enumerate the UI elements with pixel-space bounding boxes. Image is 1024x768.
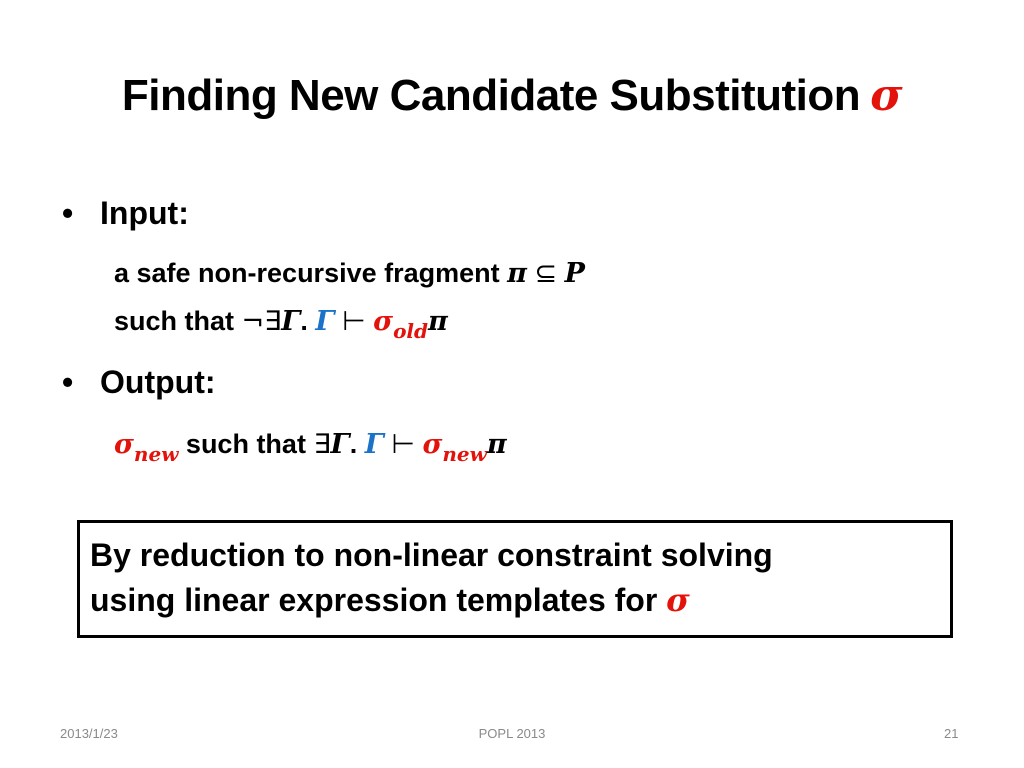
- dot-symbol: .: [349, 429, 358, 459]
- pi-symbol: π: [428, 306, 448, 337]
- subseteq-symbol: ⊆: [534, 258, 558, 289]
- exists-symbol: ∃: [313, 429, 331, 460]
- input-line1-text: a safe non-recursive fragment: [114, 258, 500, 288]
- sigma-new-base-2: σ: [422, 429, 443, 460]
- summary-box: [77, 520, 953, 638]
- footer-venue: POPL 2013: [478, 726, 546, 741]
- input-detail-line-1: [114, 255, 585, 292]
- summary-sigma-symbol: σ: [666, 581, 690, 619]
- summary-line-2: [90, 578, 950, 623]
- sigma-old-base: σ: [373, 306, 394, 337]
- pi-symbol: π: [486, 429, 507, 460]
- gamma-blue-symbol: Γ: [364, 429, 384, 460]
- output-detail-line: [114, 426, 507, 466]
- summary-line-1: By reduction to non-linear constraint solving: [90, 537, 773, 573]
- summary-line-2-text: using linear expression templates for: [90, 582, 658, 618]
- title-sigma-symbol: σ: [870, 70, 903, 121]
- gamma-symbol: Γ: [330, 429, 350, 460]
- footer-date: 2013/1/23: [60, 726, 118, 741]
- sigma-new-base: σ: [114, 429, 134, 460]
- bullet-dot-icon: •: [62, 195, 74, 231]
- gamma-blue-symbol: Γ: [315, 306, 335, 337]
- sigma-old-symbol: [373, 306, 428, 343]
- bullet-input: [62, 193, 189, 233]
- input-detail-line-2: [114, 303, 448, 343]
- program-P-symbol: P: [564, 258, 585, 289]
- sigma-new-subscript: new: [133, 442, 179, 466]
- sigma-new-symbol-2: [422, 429, 487, 466]
- sigma-new-subscript-2: new: [442, 442, 487, 466]
- not-exists-symbol: ¬∃: [241, 306, 282, 337]
- sigma-old-subscript: old: [393, 319, 428, 343]
- turnstile-symbol: ⊢: [391, 429, 415, 460]
- input-line2-text: such that: [114, 306, 235, 336]
- output-text: such that: [185, 429, 306, 459]
- bullet-output: [62, 362, 216, 402]
- sigma-new-symbol: [114, 429, 179, 466]
- pi-symbol: π: [507, 258, 527, 289]
- turnstile-symbol: ⊢: [342, 306, 366, 337]
- dot-symbol: .: [300, 306, 308, 336]
- slide-title: [0, 64, 1024, 128]
- output-heading: Output:: [100, 364, 216, 400]
- footer-page-number: 21: [944, 726, 959, 741]
- bullet-dot-icon: •: [62, 364, 74, 400]
- input-heading: Input:: [100, 195, 189, 231]
- slide-title-text: Finding New Candidate Substitution: [121, 71, 861, 120]
- gamma-symbol: Γ: [281, 306, 301, 337]
